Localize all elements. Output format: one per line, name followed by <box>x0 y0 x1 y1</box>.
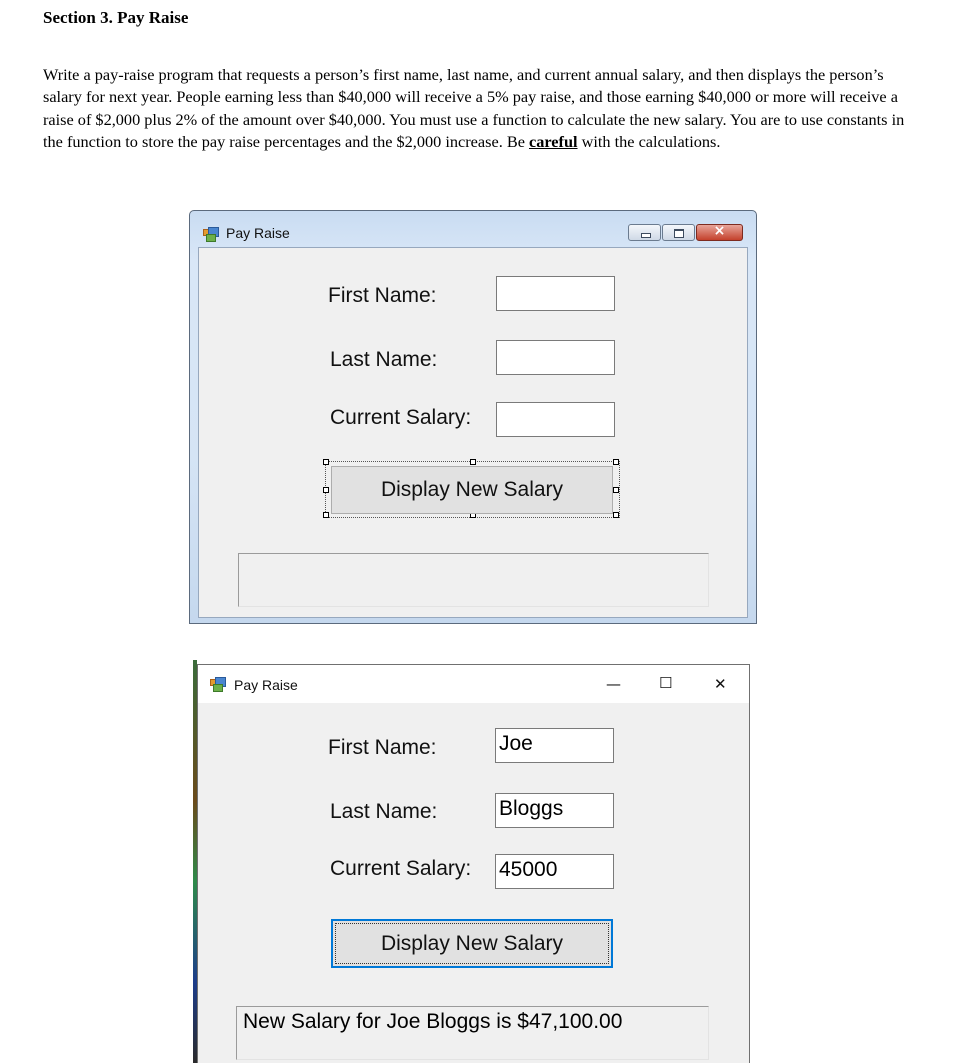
current-salary-input[interactable]: 45000 <box>495 854 614 889</box>
output-label <box>238 553 709 607</box>
maximize-icon[interactable] <box>662 224 695 241</box>
instructions-paragraph <box>43 64 923 153</box>
current-salary-label: Current Salary: <box>330 857 472 880</box>
app-icon <box>203 227 219 241</box>
resize-handle[interactable] <box>323 487 329 493</box>
resize-handle[interactable] <box>613 487 619 493</box>
instructions-text: Write a pay-raise program that requests a person’s first name, last name, and current annual salary, and then displays the person’s salary for next year. People earning less than $40,000 will receive a 5% pay raise, and those earning $40,000 or more will receive a raise of $2,000 plus 2% of the amount over $40,000. You must use a function to calculate the new salary. You are to use constants in the function to store the pay raise percentages and the $2,000 increase. Be <box>43 65 905 151</box>
last-name-input[interactable] <box>496 340 615 375</box>
instructions-text-end: with the calculations. <box>577 131 721 151</box>
close-icon[interactable]: × <box>696 224 743 241</box>
last-name-label: Last Name: <box>330 348 438 371</box>
current-salary-label: Current Salary: <box>330 406 472 429</box>
display-new-salary-button[interactable]: Display New Salary <box>331 919 613 968</box>
minimize-icon[interactable]: — <box>606 675 621 693</box>
resize-handle[interactable] <box>470 459 476 465</box>
design-title-bar[interactable] <box>190 211 756 247</box>
display-new-salary-button[interactable]: Display New Salary <box>331 466 613 514</box>
first-name-input[interactable]: Joe <box>495 728 614 763</box>
design-form-client <box>198 247 748 618</box>
first-name-label: First Name: <box>328 736 437 759</box>
current-salary-input[interactable] <box>496 402 615 437</box>
design-window-title: Pay Raise <box>226 225 290 241</box>
instructions-emphasis: careful <box>529 131 578 151</box>
close-icon[interactable]: ✕ <box>714 675 727 693</box>
output-label: New Salary for Joe Bloggs is $47,100.00 <box>236 1006 709 1060</box>
resize-handle[interactable] <box>613 512 619 518</box>
resize-handle[interactable] <box>613 459 619 465</box>
runtime-window <box>197 664 750 1063</box>
app-icon <box>210 677 226 691</box>
resize-handle[interactable] <box>323 459 329 465</box>
last-name-input[interactable]: Bloggs <box>495 793 614 828</box>
resize-handle[interactable] <box>323 512 329 518</box>
first-name-label: First Name: <box>328 284 437 307</box>
maximize-icon[interactable]: ☐ <box>659 674 673 692</box>
last-name-label: Last Name: <box>330 800 438 823</box>
first-name-input[interactable] <box>496 276 615 311</box>
runtime-window-title: Pay Raise <box>234 677 298 693</box>
section-title: Section 3. Pay Raise <box>43 8 189 27</box>
minimize-icon[interactable] <box>628 224 661 241</box>
design-window <box>189 210 757 624</box>
runtime-title-bar[interactable] <box>198 665 749 703</box>
